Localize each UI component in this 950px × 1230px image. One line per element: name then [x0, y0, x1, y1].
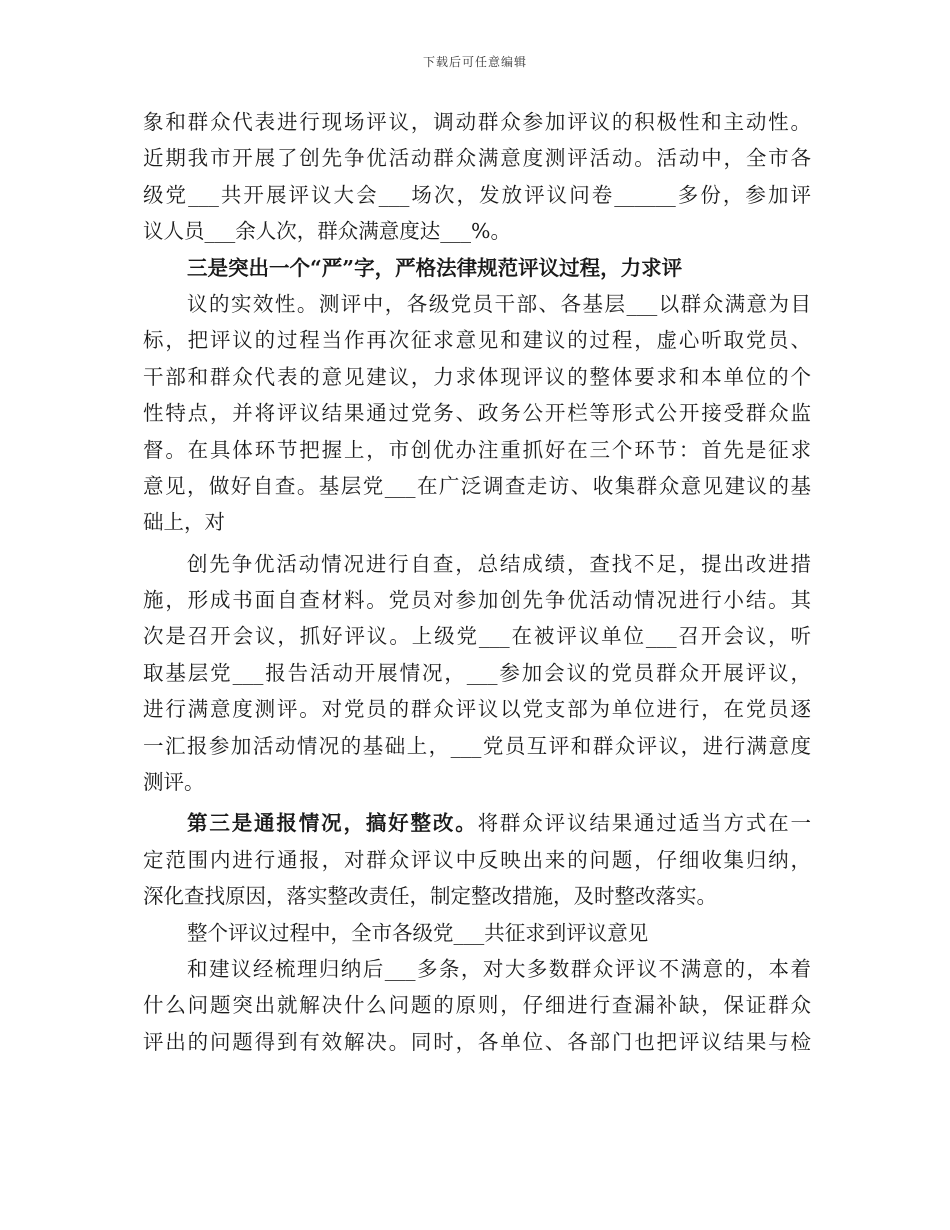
text-line: 和建议经梳理归纳后___多条，对大多数群众评议不满意的，本着	[187, 956, 811, 981]
section-heading: 三是突出一个“严”字，严格法律规范评议过程，力求评	[187, 255, 683, 280]
text-line: 创先争优活动情况进行自查，总结成绩，查找不足，提出改进措	[187, 551, 811, 576]
text-line: 督。在具体环节把握上，市创优办注重抓好在三个环节：首先是征求	[143, 437, 811, 462]
text-line: 级党___共开展评议大会___场次，发放评议问卷______多份，参加评	[143, 182, 811, 207]
text-line: 性特点，并将评议结果通过党务、政务公开栏等形式公开接受群众监	[143, 401, 811, 426]
text-line: 进行满意度测评。对党员的群众评议以党支部为单位进行，在党员逐	[143, 697, 811, 722]
text-line: 评出的问题得到有效解决。同时，各单位、各部门也把评议结果与检	[143, 1029, 811, 1054]
text-line: 议的实效性。测评中，各级党员干部、各基层___以群众满意为目	[187, 291, 811, 316]
text-line: 意见，做好自查。基层党___在广泛调查走访、收集群众意见建议的基	[143, 473, 811, 498]
text-line: 近期我市开展了创先争优活动群众满意度测评活动。活动中，全市各	[143, 146, 811, 171]
text-line: 次是召开会议，抓好评议。上级党___在被评议单位___召开会议，听	[143, 624, 811, 649]
text-line: 础上，对	[143, 510, 225, 535]
text-run: 将群众评议结果通过适当方式在一	[477, 811, 812, 836]
document-body	[143, 106, 811, 1062]
text-line: 议人员___余人次，群众满意度达___%。	[143, 219, 511, 244]
text-line: 什么问题突出就解决什么问题的原则，仔细进行查漏补缺，保证群众	[143, 993, 811, 1018]
text-line: 一汇报参加活动情况的基础上，___党员互评和群众评议，进行满意度	[143, 733, 811, 758]
text-line: 施，形成书面自查材料。党员对参加创先争优活动情况进行小结。其	[143, 588, 811, 613]
text-line: 象和群众代表进行现场评议，调动群众参加评议的积极性和主动性。	[143, 110, 811, 134]
text-line: 整个评议过程中，全市各级党___共征求到评议意见	[187, 920, 649, 945]
subsection-heading: 第三是通报情况，搞好整改。	[187, 811, 478, 836]
text-line: 深化查找原因，落实整改责任，制定整改措施，及时整改落实。	[143, 884, 717, 909]
text-line: 干部和群众代表的意见建议，力求体现评议的整体要求和本单位的个	[143, 364, 811, 389]
text-line: 标，把评议的过程当作再次征求意见和建议的过程，虚心听取党员、	[143, 328, 811, 353]
text-line	[143, 807, 811, 840]
text-line: 定范围内进行通报，对群众评议中反映出来的问题，仔细收集归纳，	[143, 847, 811, 872]
text-line: 测评。	[143, 770, 205, 795]
text-line: 取基层党___报告活动开展情况，___参加会议的党员群众开展评议，	[143, 660, 811, 685]
page-header: 下载后可任意编辑	[422, 55, 527, 69]
